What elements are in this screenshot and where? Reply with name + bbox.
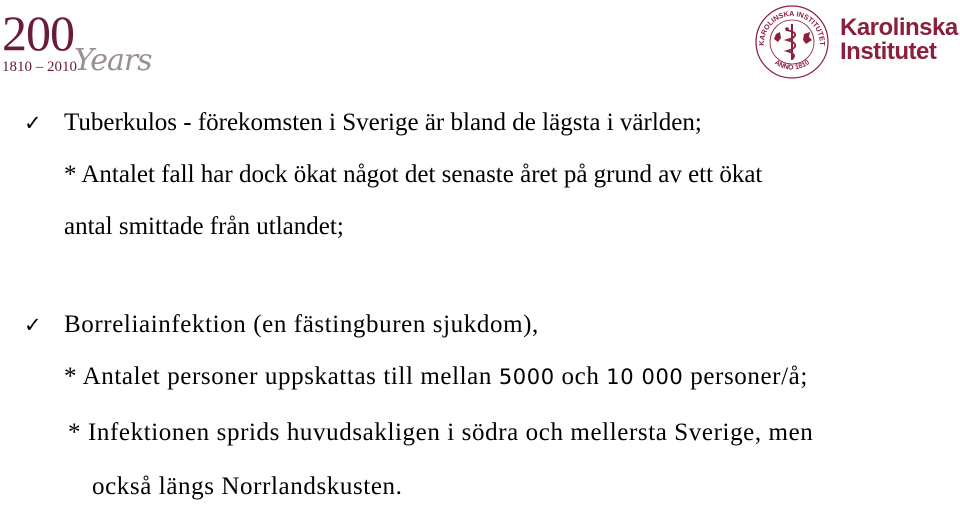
bullet-2-detail — [64, 362, 808, 392]
bullet-2-detail-text: * Antalet personer uppskattas till mellan — [64, 363, 499, 390]
svg-text:ANNO 1810: ANNO 1810 — [773, 59, 811, 72]
bullet-1-heading: Tuberkulos - förekomsten i Sverige är bland de lägsta i världen; — [64, 109, 702, 136]
bullet-2-detail-and: och — [554, 363, 607, 390]
bullet-2-number-high: 10 000 — [606, 365, 684, 389]
bullet-1-detail: * Antalet fall har dock ökat något det senaste året på grund av ett ökat — [64, 161, 763, 188]
bullet-2-spread-cont: också längs Norrlandskusten. — [92, 473, 403, 500]
anniversary-years: Years — [74, 43, 152, 78]
bullet-2-number-low: 5000 — [498, 365, 555, 389]
svg-text:KAROLINSKA INSTITUTET: KAROLINSKA INSTITUTET — [756, 8, 828, 46]
bullet-1-detail-cont: antal smittade från utlandet; — [64, 213, 344, 240]
checkmark-icon: ✓ — [24, 111, 42, 135]
bullet-2-detail-unit: personer/å; — [683, 363, 808, 390]
karolinska-name-line2: Institutet — [840, 38, 937, 65]
bullet-2-heading: Borreliainfektion (en fästingburen sjukdom), — [64, 311, 539, 338]
bullet-2-spread: * Infektionen sprids huvudsakligen i södra och mellersta Sverige, men — [68, 419, 814, 446]
karolinska-name-line1: Karolinska — [840, 14, 958, 41]
checkmark-icon: ✓ — [24, 313, 42, 337]
anniversary-range: 1810 – 2010 — [2, 59, 77, 75]
anniversary-number: 200 — [2, 5, 74, 61]
